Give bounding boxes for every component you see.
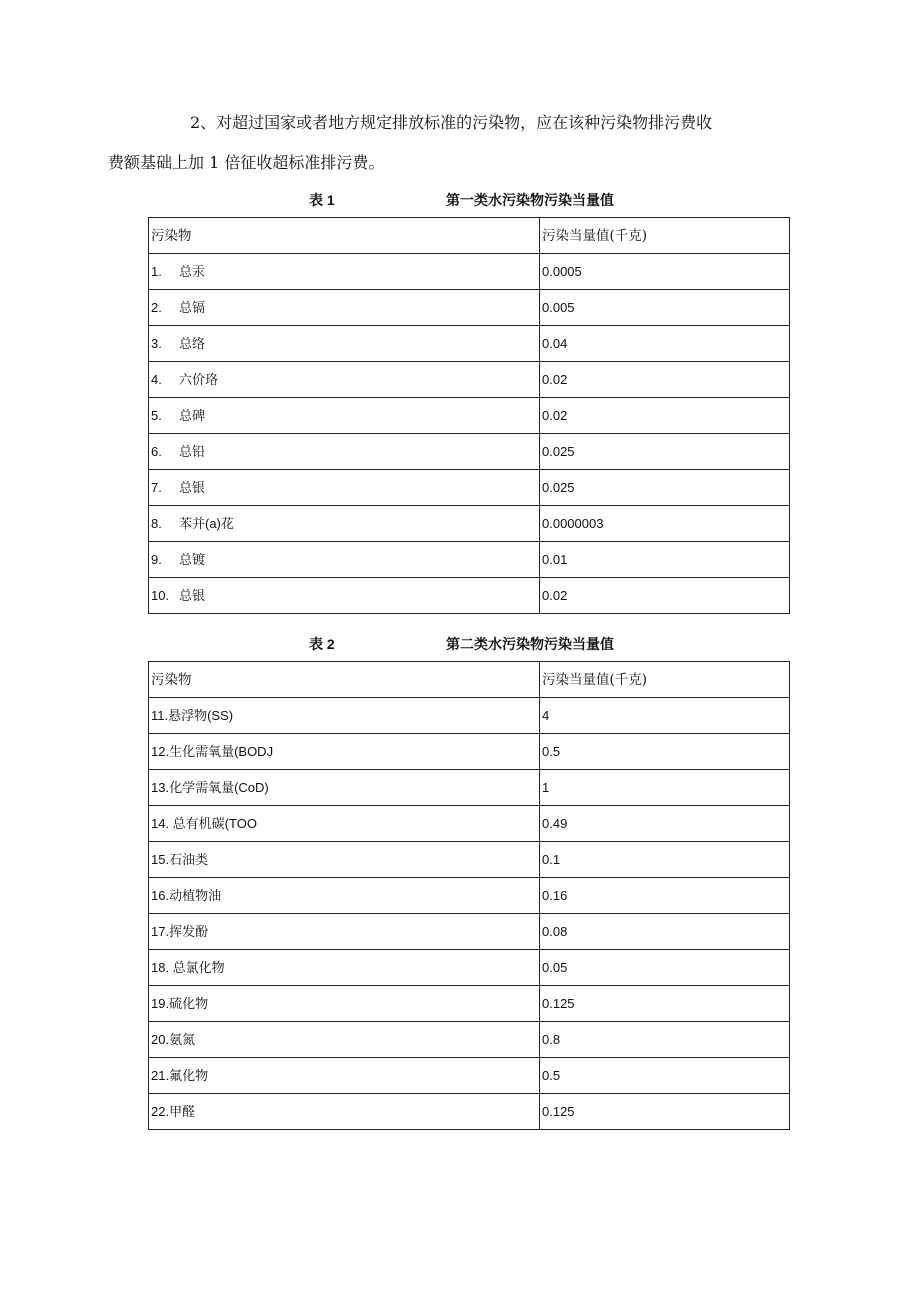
value-cell: 0.5 xyxy=(540,734,790,770)
table-row xyxy=(149,770,790,806)
pollutant-cell: 15.石油类 xyxy=(149,842,540,878)
pollutant-name: 总碑 xyxy=(179,407,206,423)
pollutant-cell: 18. 总氯化物 xyxy=(149,950,540,986)
row-number: 5. xyxy=(151,407,162,423)
pollutant-name: 总银 xyxy=(179,479,206,495)
table-header-row xyxy=(149,218,790,254)
value-cell: 0.05 xyxy=(540,950,790,986)
table-row xyxy=(149,398,790,434)
table1-title: 第一类水污染物污染当量值 xyxy=(446,192,614,208)
pollutant-cell xyxy=(149,434,540,470)
pollutant-name: 总络 xyxy=(179,335,206,351)
value-cell: 0.125 xyxy=(540,1094,790,1130)
table-row xyxy=(149,542,790,578)
value-cell: 0.04 xyxy=(540,326,790,362)
row-number: 1. xyxy=(151,263,162,279)
table-row xyxy=(149,878,790,914)
pollutant-cell: 22.甲醛 xyxy=(149,1094,540,1130)
pollutant-name: 苯并(a)花 xyxy=(179,515,234,531)
row-number: 10. xyxy=(151,587,170,603)
pollutant-cell: 13.化学需氧量(CoD) xyxy=(149,770,540,806)
row-number: 9. xyxy=(151,551,162,567)
table-row xyxy=(149,434,790,470)
value-cell: 0.02 xyxy=(540,362,790,398)
pollutant-cell: 12.生化需氧量(BODJ xyxy=(149,734,540,770)
pollutant-cell: 20.氨氮 xyxy=(149,1022,540,1058)
value-cell: 0.125 xyxy=(540,986,790,1022)
value-cell: 0.49 xyxy=(540,806,790,842)
pollutant-cell: 14. 总有机碳(TOO xyxy=(149,806,540,842)
table-row xyxy=(149,698,790,734)
table1-label: 表 1 xyxy=(309,192,335,208)
header-pollutant: 污染物 xyxy=(149,662,540,698)
table-row xyxy=(149,506,790,542)
pollutant-cell xyxy=(149,398,540,434)
table-row xyxy=(149,986,790,1022)
row-number: 8. xyxy=(151,515,162,531)
pollutant-cell: 17.挥发酚 xyxy=(149,914,540,950)
value-cell: 0.02 xyxy=(540,398,790,434)
pollutant-cell xyxy=(149,254,540,290)
table-row xyxy=(149,1058,790,1094)
value-cell: 0.08 xyxy=(540,914,790,950)
table-row xyxy=(149,914,790,950)
value-cell: 0.16 xyxy=(540,878,790,914)
pollutant-name: 总镉 xyxy=(179,299,206,315)
table-row xyxy=(149,842,790,878)
pollutant-cell xyxy=(149,506,540,542)
pollutant-name: 总银 xyxy=(179,587,206,603)
header-value: 污染当量值(千克) xyxy=(540,218,790,254)
pollutant-cell xyxy=(149,542,540,578)
table-row xyxy=(149,1094,790,1130)
row-number: 7. xyxy=(151,479,162,495)
table-header-row xyxy=(149,662,790,698)
pollutant-cell xyxy=(149,362,540,398)
value-cell: 0.025 xyxy=(540,434,790,470)
value-cell: 0.1 xyxy=(540,842,790,878)
pollutant-name: 总镀 xyxy=(179,551,206,567)
pollutant-cell xyxy=(149,578,540,614)
table-row xyxy=(149,290,790,326)
table-row xyxy=(149,470,790,506)
value-cell: 0.025 xyxy=(540,470,790,506)
value-cell: 0.0000003 xyxy=(540,506,790,542)
row-number: 6. xyxy=(151,443,162,459)
table2-label: 表 2 xyxy=(309,636,335,652)
row-number: 3. xyxy=(151,335,162,351)
header-pollutant: 污染物 xyxy=(149,218,540,254)
table-row xyxy=(149,254,790,290)
table-row xyxy=(149,734,790,770)
value-cell: 0.0005 xyxy=(540,254,790,290)
table-row xyxy=(149,362,790,398)
pollutant-cell xyxy=(149,326,540,362)
value-cell: 0.005 xyxy=(540,290,790,326)
pollutant-cell: 21.氟化物 xyxy=(149,1058,540,1094)
table-row xyxy=(149,1022,790,1058)
pollutant-name: 六价珞 xyxy=(179,371,219,387)
value-cell: 0.02 xyxy=(540,578,790,614)
row-number: 2. xyxy=(151,299,162,315)
table-row xyxy=(149,578,790,614)
table2 xyxy=(148,661,790,1130)
table1 xyxy=(148,217,790,614)
paragraph-line-1: 2、对超过国家或者地方规定排放标准的污染物，应在该种污染物排污费收 xyxy=(190,113,713,132)
row-number: 4. xyxy=(151,371,162,387)
pollutant-cell xyxy=(149,470,540,506)
pollutant-cell: 16.动植物油 xyxy=(149,878,540,914)
table-row xyxy=(149,326,790,362)
value-cell: 4 xyxy=(540,698,790,734)
pollutant-cell xyxy=(149,290,540,326)
paragraph-line-2: 费额基础上加 1 倍征收超标准排污费。 xyxy=(108,153,385,172)
pollutant-cell: 11.悬浮物(SS) xyxy=(149,698,540,734)
value-cell: 0.01 xyxy=(540,542,790,578)
header-value: 污染当量值(千克) xyxy=(540,662,790,698)
table-row xyxy=(149,950,790,986)
table-row xyxy=(149,806,790,842)
pollutant-name: 总铅 xyxy=(179,443,206,459)
pollutant-name: 总汞 xyxy=(179,263,206,279)
value-cell: 1 xyxy=(540,770,790,806)
value-cell: 0.8 xyxy=(540,1022,790,1058)
table2-title: 第二类水污染物污染当量值 xyxy=(446,636,614,652)
pollutant-cell: 19.硫化物 xyxy=(149,986,540,1022)
value-cell: 0.5 xyxy=(540,1058,790,1094)
